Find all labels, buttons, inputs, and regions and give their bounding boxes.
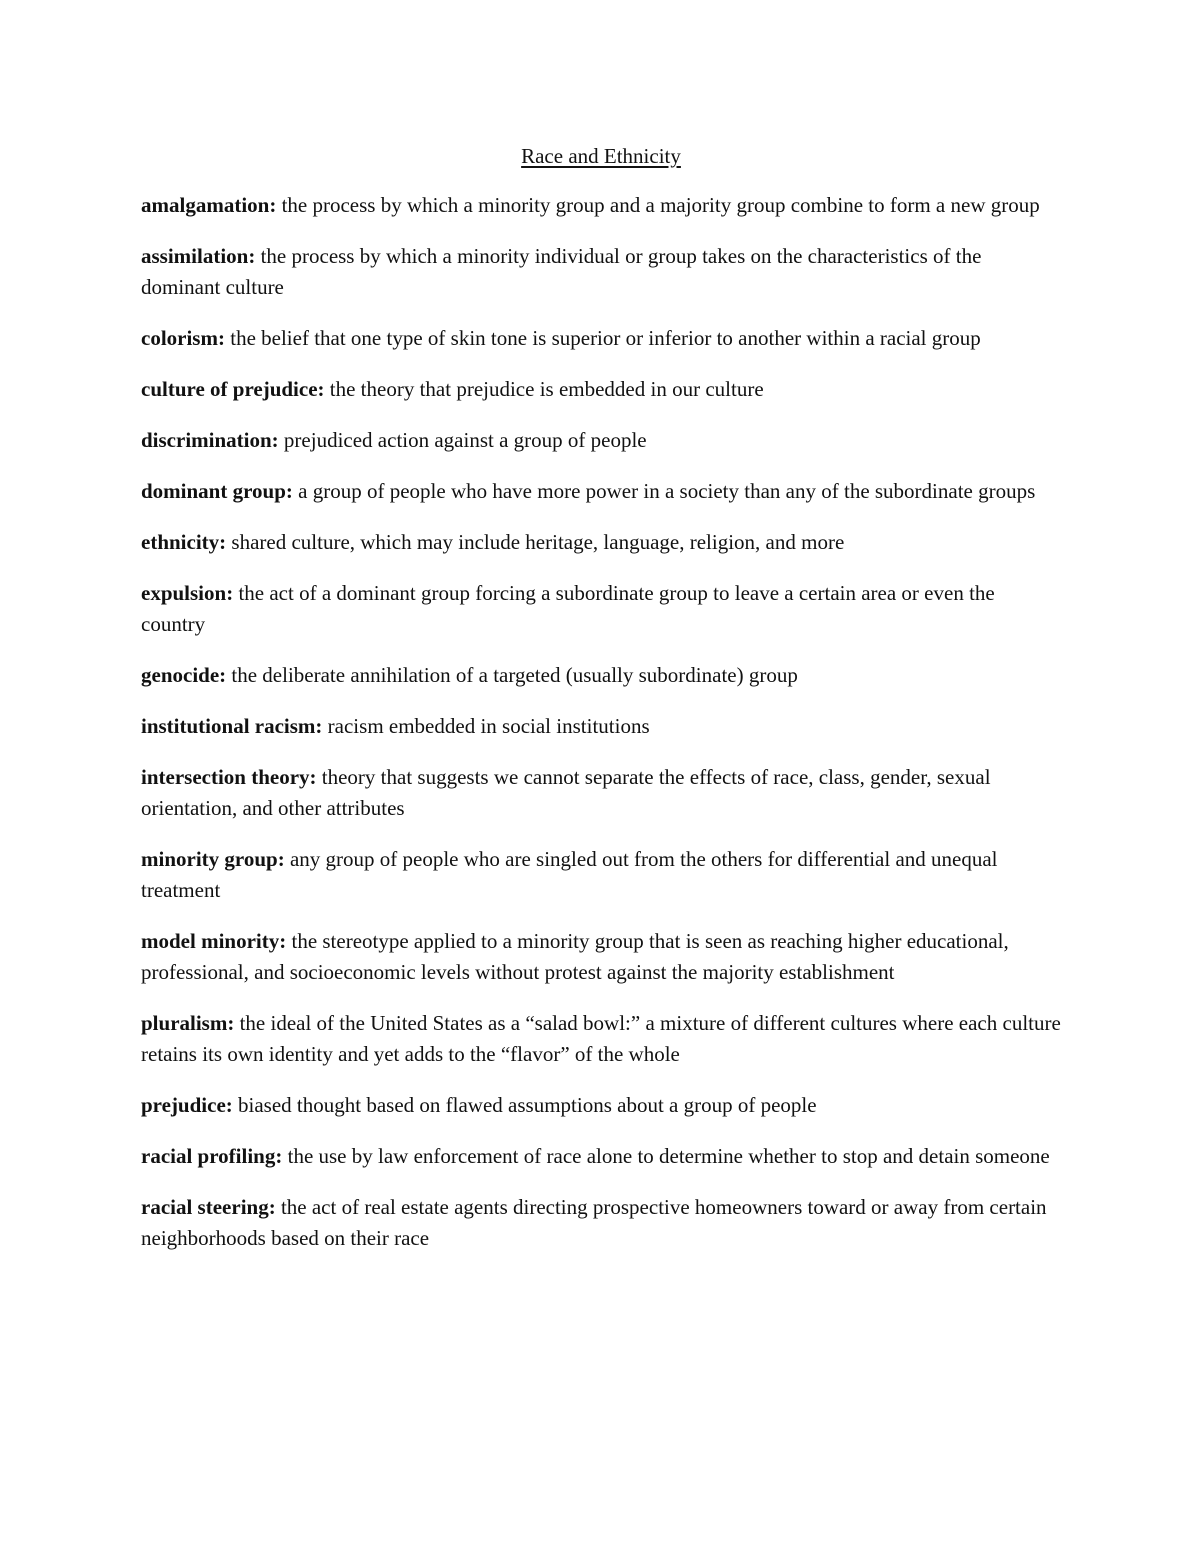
- glossary-definition: racism embedded in social institutions: [327, 714, 650, 738]
- document-content: [141, 140, 1061, 1274]
- glossary-definition: the belief that one type of skin tone is superior or inferior to another within a racial group: [230, 326, 981, 350]
- glossary-entry: [141, 844, 1061, 906]
- glossary-term: dominant group:: [141, 479, 293, 503]
- glossary-definition: the stereotype applied to a minority group that is seen as reaching higher educational, professional, and socioeconomic levels without protest against the majority establishment: [141, 929, 1009, 984]
- glossary-term: model minority:: [141, 929, 287, 953]
- glossary-definition: biased thought based on flawed assumptions about a group of people: [238, 1093, 817, 1117]
- glossary-entry: [141, 527, 1061, 558]
- glossary-term: racial steering:: [141, 1195, 276, 1219]
- glossary-entry: [141, 425, 1061, 456]
- glossary-entry: [141, 578, 1061, 640]
- glossary-definition: any group of people who are singled out from the others for differential and unequal treatment: [141, 847, 998, 902]
- glossary-entry: [141, 476, 1061, 507]
- glossary-term: prejudice:: [141, 1093, 233, 1117]
- glossary-term: minority group:: [141, 847, 285, 871]
- glossary-term: pluralism:: [141, 1011, 235, 1035]
- glossary-definition: theory that suggests we cannot separate the effects of race, class, gender, sexual orientation, and other attributes: [141, 765, 991, 820]
- glossary-entry: [141, 1141, 1061, 1172]
- glossary-entry: [141, 1008, 1061, 1070]
- glossary-entry: [141, 1090, 1061, 1121]
- glossary-definition: shared culture, which may include heritage, language, religion, and more: [231, 530, 845, 554]
- glossary-definition: the process by which a minority group and a majority group combine to form a new group: [281, 193, 1040, 217]
- glossary-definition: the deliberate annihilation of a targeted (usually subordinate) group: [231, 663, 798, 687]
- glossary-entry: [141, 660, 1061, 691]
- glossary-term: intersection theory:: [141, 765, 317, 789]
- glossary-entry: [141, 926, 1061, 988]
- glossary-entry: [141, 241, 1061, 303]
- glossary-list: [141, 190, 1061, 1254]
- glossary-definition: the use by law enforcement of race alone to determine whether to stop and detain someone: [287, 1144, 1050, 1168]
- glossary-definition: the theory that prejudice is embedded in our culture: [329, 377, 764, 401]
- glossary-term: culture of prejudice:: [141, 377, 325, 401]
- glossary-entry: [141, 323, 1061, 354]
- glossary-term: colorism:: [141, 326, 225, 350]
- glossary-entry: [141, 762, 1061, 824]
- glossary-definition: a group of people who have more power in a society than any of the subordinate groups: [298, 479, 1036, 503]
- glossary-entry: [141, 711, 1061, 742]
- glossary-term: genocide:: [141, 663, 227, 687]
- glossary-definition: the ideal of the United States as a “salad bowl:” a mixture of different cultures where each culture retains its own identity and yet adds to the “flavor” of the whole: [141, 1011, 1061, 1066]
- glossary-term: expulsion:: [141, 581, 234, 605]
- glossary-term: ethnicity:: [141, 530, 227, 554]
- glossary-entry: [141, 374, 1061, 405]
- glossary-term: racial profiling:: [141, 1144, 283, 1168]
- glossary-term: discrimination:: [141, 428, 279, 452]
- glossary-entry: [141, 190, 1061, 221]
- glossary-term: amalgamation:: [141, 193, 277, 217]
- glossary-definition: the act of real estate agents directing prospective homeowners toward or away from certain neighborhoods based on their race: [141, 1195, 1047, 1250]
- glossary-definition: prejudiced action against a group of people: [283, 428, 647, 452]
- document-title: Race and Ethnicity: [521, 144, 681, 168]
- glossary-definition: the process by which a minority individual or group takes on the characteristics of the dominant culture: [141, 244, 982, 299]
- glossary-definition: the act of a dominant group forcing a subordinate group to leave a certain area or even the country: [141, 581, 995, 636]
- glossary-term: institutional racism:: [141, 714, 323, 738]
- glossary-term: assimilation:: [141, 244, 256, 268]
- glossary-entry: [141, 1192, 1061, 1254]
